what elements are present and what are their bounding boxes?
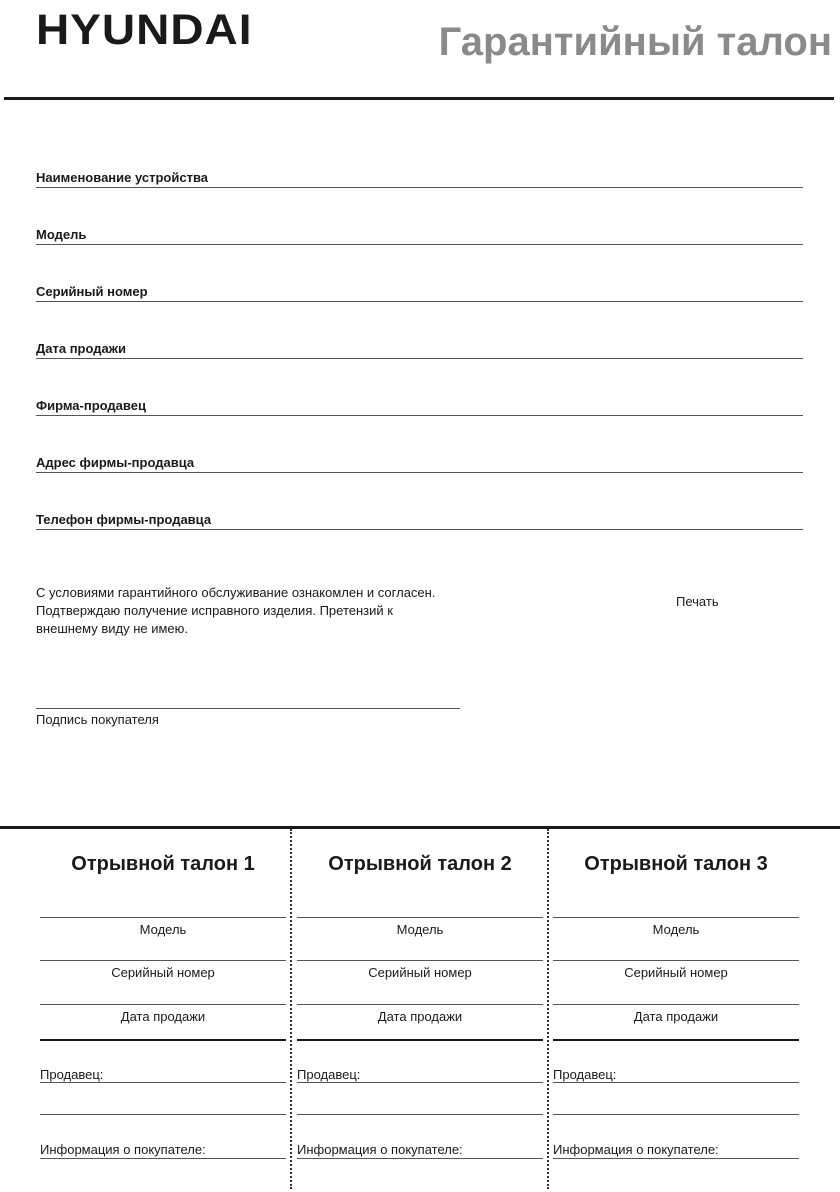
- tear-line: [290, 829, 292, 1189]
- coupon-buyer-line[interactable]: [40, 1158, 286, 1159]
- field-label: Телефон фирмы-продавца: [36, 512, 212, 527]
- coupon-serial-line[interactable]: [297, 960, 543, 961]
- tear-line: [547, 829, 549, 1189]
- field-seller-company[interactable]: [36, 395, 803, 416]
- field-model[interactable]: [36, 224, 803, 245]
- coupon-model-line[interactable]: [553, 917, 799, 918]
- coupon-seller-label: Продавец:: [553, 1067, 617, 1082]
- coupon-date-line[interactable]: [297, 1004, 543, 1005]
- page-title: Гарантийный талон: [438, 20, 832, 64]
- coupon-title: Отрывной талон 2: [328, 853, 512, 875]
- coupon-seller-line-2[interactable]: [40, 1114, 286, 1115]
- tear-off-coupon-1: [40, 829, 286, 1189]
- coupon-section-divider: [40, 1039, 286, 1041]
- brand-logo: HYUNDAI: [36, 5, 253, 54]
- tear-off-coupon-3: [553, 829, 799, 1189]
- coupon-serial-line[interactable]: [40, 960, 286, 961]
- coupon-buyer-label: Информация о покупателе:: [40, 1142, 206, 1157]
- field-sale-date[interactable]: [36, 338, 803, 359]
- coupon-seller-line[interactable]: [297, 1082, 543, 1083]
- consent-text: С условиями гарантийного обслуживание ознакомлен и согласен. Подтверждаю получение исправного изделия. Претензий к внешнему виду не имею.: [36, 585, 436, 636]
- coupon-seller-label: Продавец:: [40, 1067, 104, 1082]
- field-serial-number[interactable]: [36, 281, 803, 302]
- coupon-buyer-label: Информация о покупателе:: [297, 1142, 463, 1157]
- field-label: Серийный номер: [36, 284, 148, 299]
- coupon-buyer-line[interactable]: [553, 1158, 799, 1159]
- coupon-seller-line-2[interactable]: [553, 1114, 799, 1115]
- coupon-buyer-line[interactable]: [297, 1158, 543, 1159]
- coupon-serial-label: Серийный номер: [624, 965, 728, 980]
- coupon-seller-line[interactable]: [553, 1082, 799, 1083]
- coupon-seller-line[interactable]: [40, 1082, 286, 1083]
- field-label: Наименование устройства: [36, 170, 209, 185]
- coupon-serial-label: Серийный номер: [368, 965, 472, 980]
- coupon-date-label: Дата продажи: [377, 1009, 463, 1024]
- tear-off-coupon-2: [297, 829, 543, 1189]
- coupon-model-label: Модель: [396, 922, 444, 937]
- coupon-date-line[interactable]: [553, 1004, 799, 1005]
- coupon-section-divider: [297, 1039, 543, 1041]
- coupon-serial-label: Серийный номер: [111, 965, 215, 980]
- signature-label: Подпись покупателя: [36, 712, 159, 727]
- coupon-seller-label: Продавец:: [297, 1067, 361, 1082]
- field-label: Фирма-продавец: [36, 398, 146, 413]
- field-device-name[interactable]: [36, 167, 803, 188]
- stamp-label: Печать: [676, 594, 719, 609]
- signature-line[interactable]: [36, 708, 460, 709]
- coupon-title: Отрывной талон 3: [584, 853, 768, 875]
- field-label: Модель: [36, 227, 87, 242]
- coupon-serial-line[interactable]: [553, 960, 799, 961]
- coupon-buyer-label: Информация о покупателе:: [553, 1142, 719, 1157]
- field-label: Дата продажи: [36, 341, 126, 356]
- coupon-model-line[interactable]: [40, 917, 286, 918]
- coupon-title: Отрывной талон 1: [71, 853, 255, 875]
- coupon-model-line[interactable]: [297, 917, 543, 918]
- coupon-date-line[interactable]: [40, 1004, 286, 1005]
- field-seller-phone[interactable]: [36, 509, 803, 530]
- coupon-model-label: Модель: [652, 922, 700, 937]
- coupon-date-label: Дата продажи: [120, 1009, 206, 1024]
- coupon-date-label: Дата продажи: [633, 1009, 719, 1024]
- header-divider: [4, 97, 834, 100]
- coupon-seller-line-2[interactable]: [297, 1114, 543, 1115]
- field-seller-address[interactable]: [36, 452, 803, 473]
- coupon-model-label: Модель: [139, 922, 187, 937]
- field-label: Адрес фирмы-продавца: [36, 455, 195, 470]
- coupon-section-divider: [553, 1039, 799, 1041]
